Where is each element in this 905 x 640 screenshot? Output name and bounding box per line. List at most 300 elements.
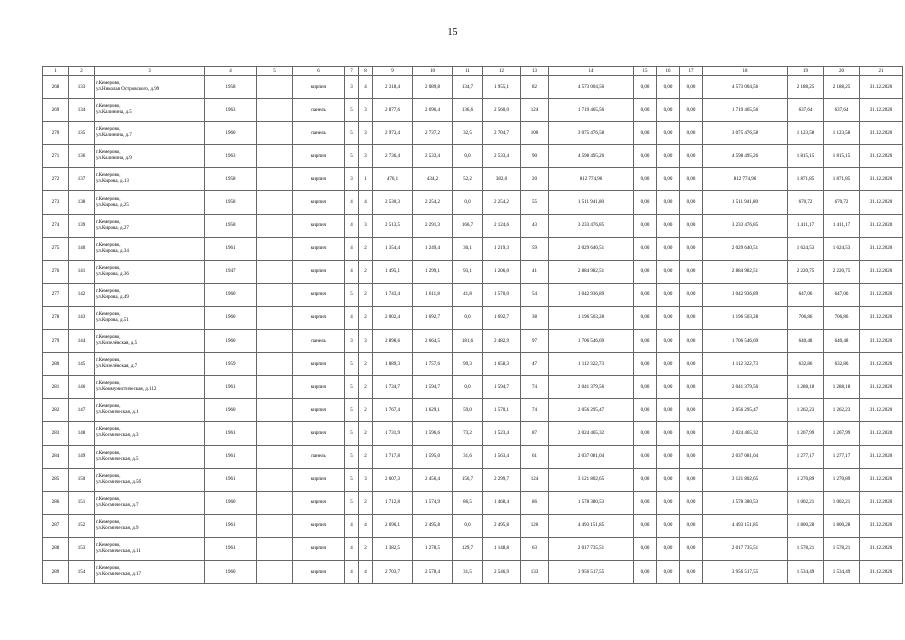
table-cell: 706,86: [788, 306, 824, 329]
address-line: г.Кемерово,: [96, 542, 121, 548]
table-row: [43, 122, 903, 145]
table-cell: панель: [293, 122, 345, 145]
table-cell: 4: [345, 560, 359, 583]
address-cell: [95, 122, 205, 145]
table-cell: 136,6: [453, 99, 483, 122]
table-cell: 133: [69, 76, 95, 99]
table-cell: 2 456,4: [413, 468, 453, 491]
address-line: ул.Кирова, д.27: [96, 225, 129, 231]
table-cell: 4 598 495,26: [549, 145, 634, 168]
table-cell: 1 955,1: [483, 76, 521, 99]
column-header-20: 20: [824, 67, 860, 76]
table-cell: 1 574,9: [413, 491, 453, 514]
table-cell: 31.12.2020: [860, 214, 903, 237]
table-row: [43, 537, 903, 560]
table-cell: 145: [69, 353, 95, 376]
address-line: г.Кемерово,: [96, 566, 121, 572]
table-cell: 434,2: [413, 168, 453, 191]
table-cell: [257, 537, 293, 560]
column-header-2: 2: [69, 67, 95, 76]
table-cell: 124: [521, 99, 549, 122]
address-line: г.Кемерово,: [96, 427, 121, 433]
table-cell: 476,1: [373, 168, 413, 191]
address-line: г.Кемерово,: [96, 311, 121, 317]
address-line: ул.Космическая, д.5б: [96, 479, 142, 485]
table-cell: кирпич: [293, 537, 345, 560]
table-cell: 2 037 081,04: [549, 445, 634, 468]
table-cell: 0,00: [680, 376, 703, 399]
table-cell: [257, 191, 293, 214]
table-cell: 31.12.2020: [860, 399, 903, 422]
table-cell: 2 696,1: [373, 514, 413, 537]
table-cell: 31,5: [453, 560, 483, 583]
table-cell: 2 973,4: [373, 122, 413, 145]
table-cell: 134: [69, 99, 95, 122]
table-cell: 3: [359, 330, 373, 353]
table-cell: кирпич: [293, 145, 345, 168]
table-cell: 1960: [205, 491, 257, 514]
table-cell: [257, 560, 293, 583]
table-cell: 275: [43, 237, 69, 260]
table-cell: 276: [43, 260, 69, 283]
table-cell: 670,72: [824, 191, 860, 214]
table-cell: 1961: [205, 468, 257, 491]
table-cell: 1 719 465,56: [703, 99, 788, 122]
table-cell: 1 277,17: [788, 445, 824, 468]
table-cell: 283: [43, 422, 69, 445]
table-cell: 1 278,5: [413, 537, 453, 560]
table-cell: 0,00: [634, 399, 657, 422]
table-cell: 1 658,3: [483, 353, 521, 376]
table-cell: 1 148,8: [483, 537, 521, 560]
table-cell: 1 578 380,53: [703, 491, 788, 514]
table-cell: 1963: [205, 145, 257, 168]
table-cell: 144: [69, 330, 95, 353]
table-cell: 1961: [205, 422, 257, 445]
table-cell: 637,64: [824, 99, 860, 122]
table-cell: 1 706 546,69: [703, 330, 788, 353]
table-cell: 0,00: [634, 260, 657, 283]
table-cell: кирпич: [293, 468, 345, 491]
table-row: [43, 422, 903, 445]
table-cell: 181,6: [453, 330, 483, 353]
table-cell: 31.12.2020: [860, 191, 903, 214]
table-cell: 1 123,58: [824, 122, 860, 145]
address-line: г.Кемерово,: [96, 173, 121, 179]
table-cell: 1960: [205, 306, 257, 329]
table-cell: 0,00: [680, 283, 703, 306]
address-line: ул.Кирова, д.34: [96, 248, 129, 254]
table-cell: 0,00: [634, 468, 657, 491]
table-row: [43, 353, 903, 376]
table-cell: 1 523,4: [483, 422, 521, 445]
table-cell: 134,7: [453, 76, 483, 99]
table-cell: 1 495,1: [373, 260, 413, 283]
table-cell: 2 533,4: [483, 145, 521, 168]
table-cell: 2 877,6: [373, 99, 413, 122]
table-cell: 285: [43, 468, 69, 491]
table-cell: 3 075 476,58: [549, 122, 634, 145]
table-row: [43, 491, 903, 514]
table-cell: 706,86: [824, 306, 860, 329]
address-line: г.Кемерово,: [96, 196, 121, 202]
address-line: ул.Космическая, д.11: [96, 548, 141, 554]
table-cell: 1 288,18: [788, 376, 824, 399]
table-cell: 1 743,4: [373, 283, 413, 306]
table-cell: 1 219,3: [483, 237, 521, 260]
table-cell: 278: [43, 306, 69, 329]
table-cell: 1 270,89: [824, 468, 860, 491]
address-line: ул.Калинина, д.5: [96, 110, 132, 116]
table-cell: 1 534,49: [824, 560, 860, 583]
table-cell: 5: [345, 353, 359, 376]
table-cell: 150: [69, 468, 95, 491]
table-cell: 82: [521, 76, 549, 99]
table-cell: [257, 330, 293, 353]
table-cell: кирпич: [293, 260, 345, 283]
column-header-9: 9: [373, 67, 413, 76]
table-cell: 2 495,8: [483, 514, 521, 537]
table-row: [43, 514, 903, 537]
table-cell: 1 596,6: [413, 422, 453, 445]
table-cell: 2: [359, 445, 373, 468]
table-cell: 3 233 476,85: [549, 214, 634, 237]
table-cell: 0,00: [634, 330, 657, 353]
table-row: [43, 376, 903, 399]
table-cell: 124: [521, 468, 549, 491]
table-cell: 2 291,3: [413, 214, 453, 237]
table-cell: 32,5: [453, 122, 483, 145]
table-cell: 1 692,7: [413, 306, 453, 329]
table-cell: 4: [345, 306, 359, 329]
table-cell: 100: [521, 122, 549, 145]
address-line: г.Кемерово,: [96, 265, 121, 271]
table-cell: 1 002,21: [788, 491, 824, 514]
table-cell: 3: [359, 145, 373, 168]
table-cell: 273: [43, 191, 69, 214]
table-cell: 1 719 465,56: [549, 99, 634, 122]
table-row: [43, 145, 903, 168]
table-cell: [257, 214, 293, 237]
table-cell: 269: [43, 99, 69, 122]
table-cell: кирпич: [293, 353, 345, 376]
table-cell: 640,48: [824, 330, 860, 353]
table-cell: 2 002,4: [373, 306, 413, 329]
table-cell: 1 578 380,53: [549, 491, 634, 514]
column-header-10: 10: [413, 67, 453, 76]
table-cell: 0,00: [634, 560, 657, 583]
table-cell: 0,00: [657, 76, 680, 99]
table-cell: 0,00: [634, 168, 657, 191]
table-cell: 4 573 004,56: [549, 76, 634, 99]
address-cell: [95, 353, 205, 376]
table-cell: 1 734,7: [373, 376, 413, 399]
table-cell: 0,00: [634, 422, 657, 445]
table-cell: 812 774,96: [703, 168, 788, 191]
table-cell: 129,7: [453, 537, 483, 560]
address-cell: [95, 76, 205, 99]
table-cell: 0,00: [657, 145, 680, 168]
table-cell: 31.12.2020: [860, 306, 903, 329]
table-row: [43, 283, 903, 306]
table-cell: 153: [69, 537, 95, 560]
table-cell: 137: [69, 168, 95, 191]
table-cell: 2 024 465,32: [549, 422, 634, 445]
table-cell: 97: [521, 330, 549, 353]
table-cell: 2 884 982,51: [703, 260, 788, 283]
table-cell: 0,00: [680, 399, 703, 422]
table-cell: 54: [521, 283, 549, 306]
table-row: [43, 399, 903, 422]
table-cell: 2 696,4: [413, 99, 453, 122]
table-cell: 4: [345, 537, 359, 560]
table-cell: 647,06: [788, 283, 824, 306]
table-cell: [257, 491, 293, 514]
table-cell: 1 594,7: [413, 376, 453, 399]
table-cell: 126: [521, 514, 549, 537]
table-cell: 0,00: [680, 99, 703, 122]
table-cell: 268: [43, 76, 69, 99]
table-cell: 1 042 936,89: [703, 283, 788, 306]
table-cell: 142: [69, 283, 95, 306]
table-cell: кирпич: [293, 560, 345, 583]
table-cell: 1 299,1: [413, 260, 453, 283]
table-cell: [257, 76, 293, 99]
table-cell: 1 270,89: [788, 468, 824, 491]
table-cell: 1 382,5: [373, 537, 413, 560]
table-cell: 1 411,17: [824, 214, 860, 237]
address-line: ул.Кизелёвская, д.7: [96, 364, 138, 370]
table-cell: 0,00: [657, 260, 680, 283]
table-cell: 4 598 495,26: [703, 145, 788, 168]
table-cell: 31.12.2020: [860, 376, 903, 399]
table-row: [43, 99, 903, 122]
table-cell: 1960: [205, 122, 257, 145]
table-cell: 1 767,4: [373, 399, 413, 422]
table-cell: 2: [359, 491, 373, 514]
table-cell: 0,00: [657, 560, 680, 583]
table-cell: 1 249,4: [413, 237, 453, 260]
table-cell: 1 196 503,28: [703, 306, 788, 329]
table-cell: 670,72: [788, 191, 824, 214]
table-cell: [257, 422, 293, 445]
table-cell: 0,00: [657, 306, 680, 329]
table-cell: 0,00: [680, 237, 703, 260]
table-cell: 0,00: [657, 214, 680, 237]
table-cell: 147: [69, 399, 95, 422]
address-line: ул.Калинина, д.7: [96, 133, 132, 139]
address-line: ул.Космическая, д.3: [96, 433, 139, 439]
table-cell: 2 898,6: [373, 330, 413, 353]
table-cell: 3: [359, 99, 373, 122]
table-cell: 2: [359, 306, 373, 329]
table-row: [43, 237, 903, 260]
column-header-18: 18: [703, 67, 788, 76]
table-cell: 41: [521, 260, 549, 283]
address-line: ул.Кирова, д.49: [96, 294, 129, 300]
table-cell: 3: [359, 468, 373, 491]
table-cell: 156,7: [453, 468, 483, 491]
table-cell: 1 196 503,28: [549, 306, 634, 329]
table-cell: 284: [43, 445, 69, 468]
table-cell: 812 774,96: [549, 168, 634, 191]
table-cell: 2: [359, 422, 373, 445]
table-cell: 1963: [205, 99, 257, 122]
table-cell: 2 124,6: [483, 214, 521, 237]
table-cell: 0,0: [453, 191, 483, 214]
table-cell: 1 511 941,80: [703, 191, 788, 214]
table-cell: 1 570,0: [483, 283, 521, 306]
table-cell: 31.12.2020: [860, 145, 903, 168]
table-cell: 2: [359, 376, 373, 399]
table-cell: 0,00: [634, 537, 657, 560]
table-cell: 2 056 295,47: [703, 399, 788, 422]
table-cell: 2 482,9: [483, 330, 521, 353]
table-cell: 2 220,75: [788, 260, 824, 283]
table-cell: 1 815,15: [788, 145, 824, 168]
table-cell: [257, 260, 293, 283]
table-cell: [257, 399, 293, 422]
table-cell: 74: [521, 376, 549, 399]
table-cell: 0,00: [657, 99, 680, 122]
table-cell: 0,00: [657, 445, 680, 468]
table-cell: 59,0: [453, 399, 483, 422]
table-cell: 5: [345, 122, 359, 145]
address-line: ул.Кирова, д.25: [96, 202, 129, 208]
table-cell: 149: [69, 445, 95, 468]
table-cell: 31.12.2020: [860, 122, 903, 145]
table-cell: 0,00: [657, 237, 680, 260]
table-cell: 277: [43, 283, 69, 306]
table-cell: 1958: [205, 191, 257, 214]
table-cell: 272: [43, 168, 69, 191]
table-cell: 637,64: [788, 99, 824, 122]
table-cell: 1961: [205, 514, 257, 537]
table-cell: 4: [359, 560, 373, 583]
table-cell: 2 737,2: [413, 122, 453, 145]
column-header-15: 15: [634, 67, 657, 76]
table-cell: 1 123,58: [788, 122, 824, 145]
table-row: [43, 260, 903, 283]
table-cell: 2 188,25: [824, 76, 860, 99]
table-cell: 0,00: [634, 306, 657, 329]
address-line: ул.Космическая, д.1: [96, 410, 139, 416]
table-cell: 2 495,8: [413, 514, 453, 537]
table-cell: 3 233 476,85: [703, 214, 788, 237]
table-cell: кирпич: [293, 306, 345, 329]
address-cell: [95, 376, 205, 399]
table-cell: 2 513,5: [373, 214, 413, 237]
table-cell: 59: [521, 237, 549, 260]
column-header-16: 16: [657, 67, 680, 76]
table-cell: 0,00: [680, 422, 703, 445]
address-cell: [95, 491, 205, 514]
table-cell: 1 411,17: [788, 214, 824, 237]
address-line: г.Кемерово,: [96, 450, 121, 456]
table-cell: 2 017 735,51: [549, 537, 634, 560]
table-cell: 0,00: [634, 376, 657, 399]
table-cell: 87: [521, 422, 549, 445]
table-cell: 0,00: [634, 214, 657, 237]
table-cell: 0,00: [634, 122, 657, 145]
address-line: ул.Кирова, д.51: [96, 317, 129, 323]
table-cell: 146: [69, 376, 95, 399]
table-row: [43, 214, 903, 237]
table-cell: 0,00: [657, 514, 680, 537]
table-cell: [257, 353, 293, 376]
table-cell: 282: [43, 399, 69, 422]
table-cell: 1 578,21: [824, 537, 860, 560]
table-cell: [257, 283, 293, 306]
table-cell: 1 563,4: [483, 445, 521, 468]
address-cell: [95, 422, 205, 445]
table-cell: 143: [69, 306, 95, 329]
table-cell: 2: [359, 399, 373, 422]
table-cell: 5: [345, 445, 359, 468]
table-cell: 2 704,7: [483, 122, 521, 145]
table-cell: 5: [345, 399, 359, 422]
table-cell: 151: [69, 491, 95, 514]
table-cell: 287: [43, 514, 69, 537]
table-cell: 1 112 322,73: [703, 353, 788, 376]
table-cell: 1 262,23: [824, 399, 860, 422]
table-cell: панель: [293, 445, 345, 468]
table-cell: 1 889,3: [373, 353, 413, 376]
table-row: [43, 306, 903, 329]
table-cell: 2 254,2: [413, 191, 453, 214]
address-cell: [95, 168, 205, 191]
table-cell: 2 056 295,47: [549, 399, 634, 422]
table-cell: 73,2: [453, 422, 483, 445]
table-cell: 0,00: [680, 122, 703, 145]
table-cell: 5: [345, 468, 359, 491]
table-cell: 2: [359, 260, 373, 283]
table-cell: 99,3: [453, 353, 483, 376]
table-row: [43, 445, 903, 468]
table-cell: 1958: [205, 76, 257, 99]
table-cell: 31.12.2020: [860, 537, 903, 560]
table-cell: 0,0: [453, 145, 483, 168]
column-header-11: 11: [453, 67, 483, 76]
table-cell: 286: [43, 491, 69, 514]
table-cell: 2 533,4: [413, 145, 453, 168]
table-cell: [257, 237, 293, 260]
table-cell: 1961: [205, 237, 257, 260]
address-line: г.Кемерово,: [96, 288, 121, 294]
table-cell: 2: [359, 237, 373, 260]
table-cell: 31.12.2020: [860, 260, 903, 283]
address-cell: [95, 330, 205, 353]
table-cell: 148: [69, 422, 95, 445]
table-cell: 31.12.2020: [860, 168, 903, 191]
table-cell: 0,00: [634, 353, 657, 376]
address-line: ул.Космическая, д.9: [96, 525, 139, 531]
address-cell: [95, 514, 205, 537]
table-cell: 4 573 004,56: [703, 76, 788, 99]
table-cell: 274: [43, 214, 69, 237]
table-cell: 139: [69, 214, 95, 237]
table-cell: 640,48: [788, 330, 824, 353]
table-cell: 2 736,4: [373, 145, 413, 168]
table-row: [43, 191, 903, 214]
table-cell: 647,06: [824, 283, 860, 306]
table-cell: 30,1: [453, 237, 483, 260]
table-cell: 1 757,6: [413, 353, 453, 376]
table-cell: кирпич: [293, 214, 345, 237]
table-cell: 1960: [205, 399, 257, 422]
table-cell: 1 042 936,89: [549, 283, 634, 306]
table-cell: 52,2: [453, 168, 483, 191]
